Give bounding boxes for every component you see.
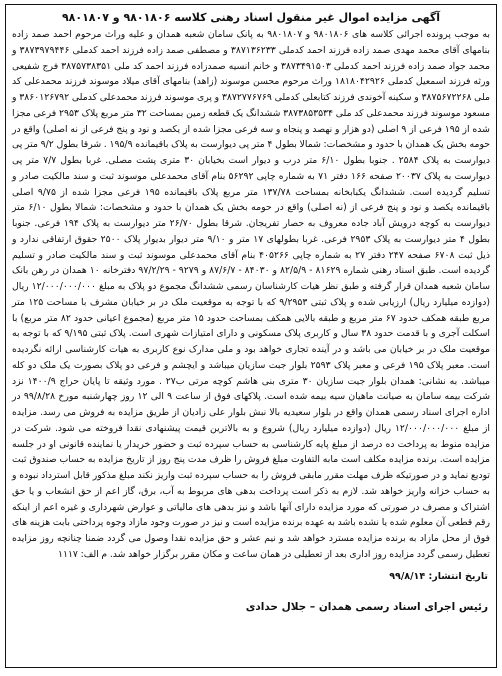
publication-label: تاریخ انتشار: (428, 570, 488, 582)
notice-title: آگهی مزایده اموال غیر منقول اسناد رهنی کلاسه ۹۸۰۱۸۰۶ و ۹۸۰۱۸۰۷ (61, 11, 441, 24)
notice-page (5, 4, 497, 668)
notice-body: به موجب پرونده اجرائی کلاسه های ۹۸۰۱۸۰۶ و ۹۸۰۱۸۰۷ به پانک سامان شعبه همدان و علیه وراث مرحوم احمد صمد زاده بنامهای آقای محمد مهدی صمد زاده فرزند احمد کدملی ۳۸۷۱۳۶۲۳۳ و مصطفی صمد زاده فرزند احمد کدملی ۳۸۷۳۹۷۹۴۴۶ و محمد جواد صمد زاده فرزند احمد کدملی ۳۸۷۳۴۹۱۵۰۳ و خانم انسیه صمدزاده فرزند احمد کد ملی ۳۸۷۵۷۳۸۳۵۱ فرج شفیعی ورثه فرزند اسمعیل کدملی ۱۸۱۸۰۴۲۹۲۶ وراث مرحوم محسن موسوند (زاهد) بنامهای آقای میلاد موسوند فرزند محمدعلی کد ملی ۳۸۷۵۶۷۲۲۶۸ و سکینه آخوندی فرزند کتابعلی کدملی ۳۸۷۲۷۷۶۷۶۹ و پری موسوند فرزند محمدعلی کدملی ۳۸۶۰۱۲۶۷۹۲ و مسعود موسوند فرزند محمدعلی کد ملی ۳۸۷۳۸۵۳۵۳۴ ششدانگ یک قطعه زمین بمساحت ۳۲ متر مربع پلاک ۲۹۵۳ فرعی مجزا شده از ۱۹۵ فرعی از ۹ اصلی (دو هزار و نهصد و پنجاه و سه فرعی مجزا شده از یکصد و نود و پنج فرعی از نه اصلی) واقع در حومه بخش یک همدان با حدود و مشخصات: شمالا بطول ۴ متر پی دیوارست به پلاک باقیمانده ۱۹۵/۹ . شرقا بطول ۹/۲ متر پی دیوارست به پلاک ۲۵۸۴ . جنوبا بطول ۶/۱۰ متر درب و دیوار است بخیابان ۳۰ متری پشت مصلی. غربا بطول ۷/۷ متر پی دیوارست به پلاک ۲۰۰۳۷ صفحه ۱۶۶ دفتر ۷۱ به شماره چاپی ۵۶۲۹۲ بنام آقای محمدعلی موسوند ثبت و سند مالکیت صادر و تسلیم گردیده است. ششدانگ یکبابخانه بمساحت ۱۳۷/۷۸ متر مربع پلاک باقیمانده ۱۹۵ فرعی مجزا شده از ۹/۷۵ اصلی باقیمانده یکصد و نود و پنج فرعی از (نه اصلی) واقع در حومه بخش یک همدان با حدود و مشخصات: شمالا بطول ۶/۱۰ متر دیوارست به کوچه درویش آباد جاده معروف به حصار تفریجان. شرقا بطول ۲۶/۷۰ متر دیوارست به پلاک ۱۹۴ فرعی. جنوبا بطول ۴ متر دیوارست به پلاک ۲۹۵۳ فرعی. غربا بطولهای ۱۷ متر و ۹/۱۰ متر دیوار بدیوار پلاک ۲۵۰۰ حقوق ارتفاقی ندارد و ذیل ثبت ۶۷۰۸ صفحه ۲۴۷ دفتر ۲۷ به شماره چاپی ۴۰۵۲۶۶ بنام آقای محمدعلی موسوند ثبت و سند مالکیت صادر و تسلیم گردیده است. طبق اسناد رهنی شماره ۸۱۶۲۹ - ۸۲/۵/۹ و ۸۴۰۳۰ - ۸۷/۶/۷ و ۹۲۷۹ - ۹۷/۲/۲۹ دفترخانه ۱۰ همدان در رهن بانک سامان شعبه همدان قرار گرفته و طبق نظر هیات کارشناسان رسمی ششدانگ مجموع دو پلاک به مبلغ ۱۲/۰۰۰/۰۰۰/۰۰۰ ریال (دوازده میلیارد ریال) ارزیابی شده و پلاک ثبتی ۹/۲۹۵۳ که با توجه به موقعیت ملک در بر خیابان مشرف با مساحت ۱۲۵ متر مربع طبقه همکف حدود ۶۷ متر مربع و طبقه بالایی همکف بمساحت حدود ۱۵ متر مربع (مجموع اعیانی حدود ۸۲ متر مربع) با اسکلت آجری و با قدمت حدود ۳۸ سال و کاربری پلاک مسکونی و دارای امتیازات شهری است. پلاک ثبتی ۹/۱۹۵ که با توجه به موقعیت ملک در بر خیابان می باشد و در آینده تجاری خواهد بود و ملی مدارک نوع کاربری به هیات کارشناسی ارائه نگردیده است. معبر پلاک ۱۹۵ فرعی و معبر پلاک ۲۵۹۳ بلوار جبت سازیان میباشد و ایچشم و فرعی دو پلاک بصورت یک ملک دو کله میباشد. به نشانی: همدان بلوار جیت سازیان ۳۰ متری بنی هاشم کوچه مرتی ب۲۷ . مورد وثیقه تا پایان حراج ۱۴۰۰/۹ نزد شرکت بیمه سامان به صیانت ماهیان سیه بیمه شده است. پلاکهای فوق از ساعت ۹ الی ۱۲ روز چهارشنبه مورخ ۹۹/۸/۲۸ در اداره اجرای اسناد رسمی همدان واقع در بلوار سعیدیه بالا نبش بلوار علی زادیان از طریق مزایده به فروش می رسد. مزایده از مبلغ ۱۲/۰۰۰/۰۰۰/۰۰۰ ریال (دوازده میلیارد ریال) شروع و به بالاترین قیمت پیشنهادی نقدا فروخته می شود. شرکت در مزایده منوط به پرداخت ده درصد از مبلغ پایه کارشناسی به حساب سپرده ثبت و حضور خریدار یا نماینده قانونی او در جلسه مزایده است. برنده مزایده مکلف است مابه التفاوت مبلغ فروش را ظرف مدت پنج روز از تاریخ مزایده به حساب صندوق ثبت تودیع نماید و در صورتیکه ظرف مهلت مقرر مابقی فروش را به حساب سپرده ثبت واریز نکند مبلغ مذکور قابل استرداد نبوده و به حساب خزانه واریز خواهد شد. لازم به ذکر است پرداخت بدهی های مربوط به آب، برق، گاز اعم از حق انشعاب و یا حق اشتراک و مصرف در صورتی که مورد مزایده دارای آنها باشد و نیز بدهی های مالیاتی و عوارض شهرداری و غیره اعم از اینکه رقم قطعی آن معلوم شده یا نشده باشد به عهده برنده مزایده است و نیز در صورت وجود مازاد وجوه پرداختی بابت هزینه های فوق از محل مازاد به برنده مزایده مسترد خواهد شد و نیم عشر و حق مزایده نقدا وصول می گردد ضمنا چنانچه روز مزایده تعطیل رسمی گردد مزایده روز اداری بعد از تعطیلی در همان ساعت و مکان مقرر برگزار خواهد شد. م الف: ۱۱۱۷ (12, 29, 491, 560)
signature: رئیس اجرای اسناد رسمی همدان – جلال حدادی (245, 600, 488, 613)
publication-date-line (6, 569, 488, 585)
publication-date: ۹۹/۸/۱۴ (389, 570, 426, 582)
